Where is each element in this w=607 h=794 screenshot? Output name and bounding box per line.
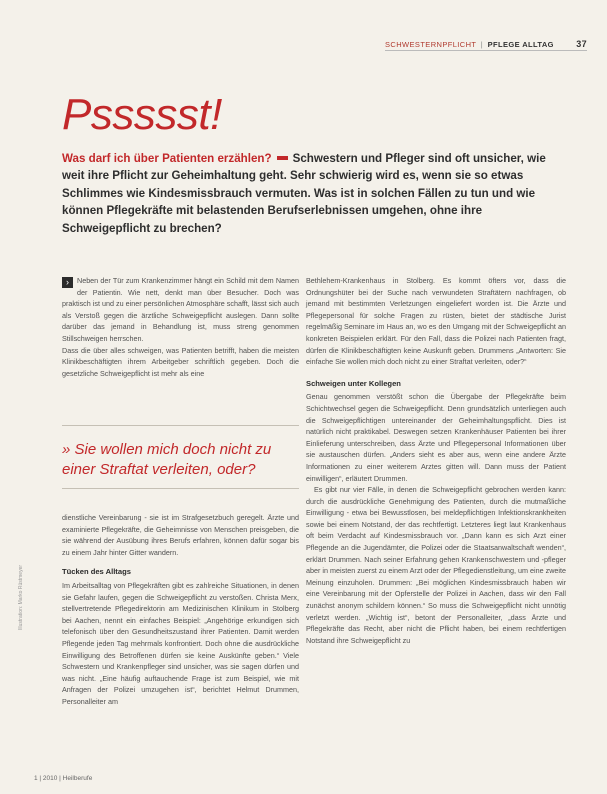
intro-paragraph-1: Neben der Tür zum Krankenzimmer hängt ein Schild mit dem Namen der Patientin. Wie nett, denkt man über Besucher. Doch was praktisch ist und zu einer persönlichen Atmosphäre schafft, lässt sich auch als Verstoß gegen die ärztliche Schweigepflicht auslegen. Dann sollte darüber das jemand in Behandlung ist, muss streng genommen Stillschweigen herrschen. bbox=[62, 276, 299, 343]
lead-marker bbox=[277, 156, 288, 160]
lead-question: Was darf ich über Patienten erzählen? bbox=[62, 152, 272, 165]
image-credit: Illustration: Marko Rüstmeyer bbox=[18, 564, 24, 630]
subhead-schweigen: Schweigen unter Kollegen bbox=[306, 378, 401, 388]
header-separator: | bbox=[480, 40, 484, 49]
pullquote: » Sie wollen mich doch nicht zu einer Straftat verleiten, oder? bbox=[62, 441, 272, 478]
lead-text: Schwestern und Pfleger sind oft unsicher, wie weit ihre Pflicht zur Geheimhaltung geht. Sehr schwierig wird es, wenn sie so etwas Schlimmes wie Kindesmissbrauch vermuten. Was ist in solchen Fällen zu tun und wie können Pflegekräfte mit belastenden Berufserlebnissen umgehen, ohne ihre Schweigepflicht zu brechen? bbox=[62, 152, 546, 235]
header-rule bbox=[385, 50, 587, 51]
lead-paragraph bbox=[62, 150, 567, 237]
arrow-right-icon: › bbox=[62, 277, 73, 288]
subhead-tuecken: Tücken des Alltags bbox=[62, 567, 131, 577]
paragraph-4: Im Arbeitsalltag von Pflegekräften gibt es zahlreiche Situationen, in denen sie Gefahr laufen, gegen die Schweigepflicht zu verstoßen. Christa Merx, stellvertretende Pflegedirektorin am Medizinischen Klinikum in Stolberg bei Aachen, nennt ein einfaches Beispiel: „Angehörige erkundigen sich telefonisch über den Gesundheitszustand ihrer Patienten. Damit werden Pflegende jeden Tag mehrmals konfrontiert. Doch ohne die ausdrückliche Einwilligung des Betroffenen dürfen sie keine Auskünfte geben.“ Viele Schwestern und Krankenpfleger sind unsicher, was sie sagen dürfen und was nicht. „Eine häufig auftauchende Frage ist zum Beispiel, wie mit Anfragen der Polizei umzugehen ist“, berichtet Helmut Drummen, Personalleiter am bbox=[62, 580, 299, 706]
running-header bbox=[385, 40, 587, 49]
pullquote-rule-bottom bbox=[62, 488, 299, 489]
left-column-top bbox=[62, 275, 299, 379]
right-paragraph-1: Bethlehem-Krankenhaus in Stolberg. Es kommt öfters vor, dass die Ordnungshüter bei der Suche nach verwundeten Straftätern nachfragen, ob jemand mit bestimmten Verletzungen eingeliefert worden ist. Die Ärzte und Pflegepersonal für solche Fragen zu rüsten, bietet der städtische Jurist regelmäßig Seminare im Haus an, wo es den Umgang mit der Schweigepflicht an konkreten Beispielen erklärt. Für den Fall, dass die Polizei nach Patienten fragt, dürfen die Klinikbeschäftigten keine Auskunft geben. Drummens „Antworten: Sie einfache Sie wollen mich doch nicht zu einer Straftat verleiten, oder?“ bbox=[306, 276, 566, 367]
page-number: 37 bbox=[576, 39, 587, 49]
pullquote-rule-top bbox=[62, 425, 299, 426]
paragraph-3: dienstliche Vereinbarung - sie ist im Strafgesetzbuch geregelt. Ärzte und examinierte Pflegekräfte, die Geheimnisse von Menschen preisgeben, die sie während der Ausübung ihres Berufs erfahren, können dafür sogar bis zu einem Jahr hinter Gitter wandern. bbox=[62, 513, 299, 557]
page-footer: 1 | 2010 | Heilberufe bbox=[34, 775, 93, 782]
intro-paragraph-2: Dass die über alles schweigen, was Patienten betrifft, haben die meisten Klinikbeschäftigten ihrem Arbeitgeber schriftlich gegeben. Doch die gesetzliche Schweigepflicht ist mehr als eine bbox=[62, 345, 299, 378]
header-section: SCHWESTERNPFLICHT bbox=[385, 40, 477, 49]
left-column-bottom bbox=[62, 512, 299, 708]
right-column bbox=[306, 275, 566, 646]
article-title: Pssssst! bbox=[62, 90, 222, 139]
right-paragraph-2: Genau genommen verstößt schon die Übergabe der Pflegekräfte beim Schichtwechsel gegen die Schweigepflicht. Denn grundsätzlich unterliegen auch die Schweigepflichtigen untereinander der Geheimhaltungspflicht. Dies ist natürlich nicht praktikabel. Deswegen setzen Krankenhäuser Patienten bei ihrer Einlieferung unterschreiben, dass Ärzte und Pflegepersonal Informationen über sie austauschen dürfen. „Anders sieht es aber aus, wenn eine andere Ärzte Informationen zu einer weiterem Arztes gitten will. Dann muss der Patient einwilligen“, erläutert Drummen. bbox=[306, 392, 566, 483]
header-issue: PFLEGE ALLTAG bbox=[487, 40, 554, 49]
right-paragraph-3: Es gibt nur vier Fälle, in denen die Schweigepflicht gebrochen werden kann: durch die ausdrückliche Genehmigung des Patienten, durch die mutmaßliche Einwilligung - etwa bei Bewusstlosen, bei meldepflichtigen Infektionskrankheiten sowie bei einem Notstand, der das rechtfertigt. Letzteres liegt laut Krankenhaus oft beim Verdacht auf Kindesmissbrauch vor. „Dann kann es sich Arzt einer Pflegende an die Jugendämter, die Polizei oder die Staatsanwaltschaft wenden“, erklärt Drummen. Nach seiner Erfahrung gehen Krankenschwestern und -pfleger aber in meisten zuerst zu einem Arzt oder der Pflegedienstleitung, um eine zweite Meinung einzuholen. Drummen: „Bei möglichen Kindesmissbrauch haben wir eine Vereinbarung mit der Opferstelle der Polizei in Aachen, dass wir den Fall zunächst anonym schildern können.“ So muss die Schweigepflicht nicht unnötig verletzt werden. „Wichtig ist“, betont der Personalleiter, „dass Ärzte und Pflegekräfte das Recht, aber nicht die Pflicht haben, bei einem rechtfertigen Notstand ihre Schweigepflicht zu bbox=[306, 485, 566, 645]
